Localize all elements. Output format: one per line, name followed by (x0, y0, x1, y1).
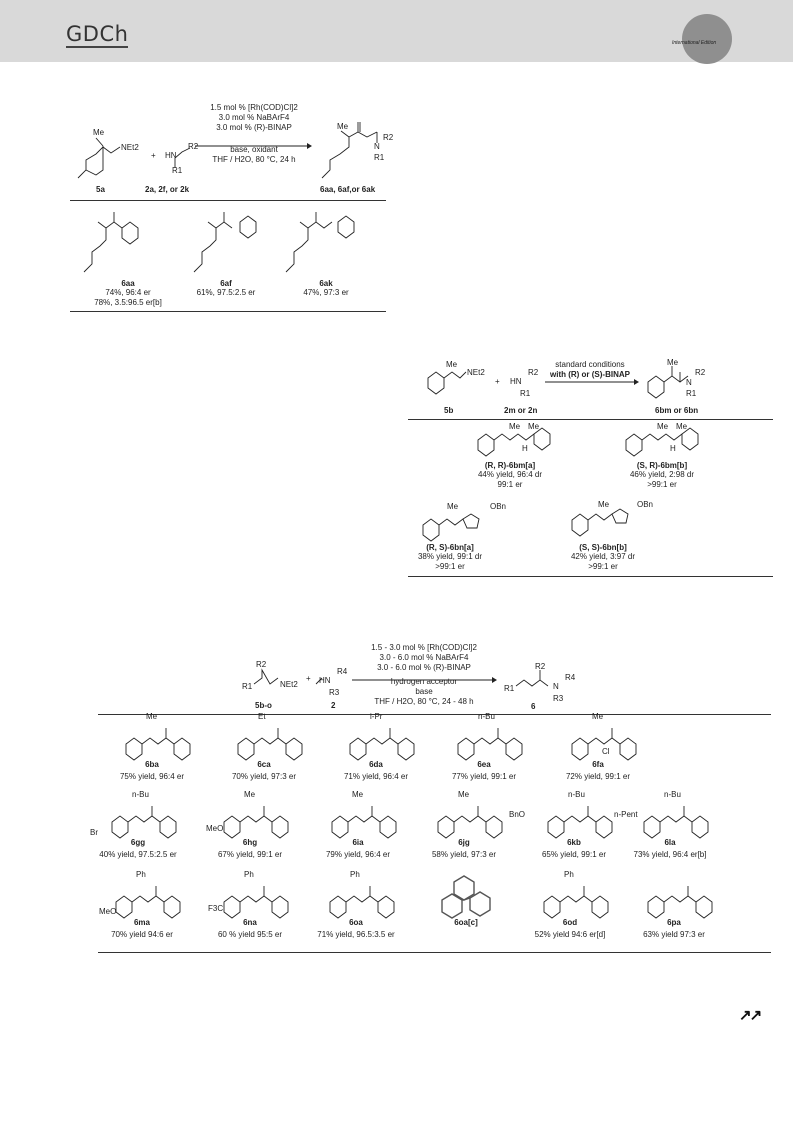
next-page-icon[interactable]: ↗↗ (739, 1007, 761, 1024)
meo-label: MeO (206, 824, 224, 833)
yield-text: 52% yield 94:6 er[d] (534, 930, 606, 939)
yield-text: 70% yield 94:6 er (111, 930, 173, 939)
h-label: H (670, 444, 676, 453)
condition-line: hydrogen acceptor (390, 677, 458, 686)
compound-label: 6af (220, 279, 232, 288)
me-label: Me (446, 360, 458, 369)
yield-text: 79% yield, 96:4 er (325, 850, 391, 859)
r1-label: R1 (172, 166, 183, 175)
hn-label: HN (319, 676, 331, 685)
structure-sketch (326, 792, 396, 842)
compound-label: 6da (369, 760, 383, 769)
me-label: Me (509, 422, 521, 431)
condition-line: 1.5 - 3.0 mol % [Rh(COD)Cl]2 (371, 643, 477, 652)
compound-label: 6jg (458, 838, 470, 847)
yield-text: 99:1 er (497, 480, 523, 489)
bno-label: BnO (509, 810, 526, 819)
product-label: 6bm or 6bn (655, 406, 699, 415)
condition-line: THF / H2O, 80 °C, 24 h (212, 155, 296, 164)
edition-label: International Edition (672, 40, 717, 46)
structure-sketch (218, 792, 288, 842)
compound-label: (S, S)-6bn[b] (579, 543, 627, 552)
h-label: H (522, 444, 528, 453)
yield-text: >99:1 er (435, 562, 465, 571)
r4-label: R4 (565, 673, 576, 682)
yield-text: 75% yield, 96:4 er (119, 772, 185, 781)
yield-text: >99:1 er (647, 480, 677, 489)
substituent-label: n-Bu (478, 712, 495, 721)
structure-sketch (542, 792, 612, 842)
r4-label: R4 (337, 667, 348, 676)
product-label: 6aa, 6af,or 6ak (320, 185, 376, 194)
yield-text: 60 % yield 95:5 er (217, 930, 283, 939)
obn-label: OBn (490, 502, 507, 511)
cl-label: Cl (602, 747, 610, 756)
compound-label: 5b-o (255, 701, 272, 710)
net2-label: NEt2 (121, 143, 139, 152)
condition-line: 3.0 - 6.0 mol % (R)-BINAP (377, 663, 471, 672)
structure-sketch (106, 792, 176, 842)
structure-sketch (566, 714, 636, 764)
r1-label: R1 (520, 389, 531, 398)
plus-sign: + (151, 151, 156, 160)
yield-text: 77% yield, 99:1 er (451, 772, 517, 781)
structure-sketch (218, 872, 288, 922)
r3-label: R3 (329, 688, 340, 697)
n-label: N (553, 682, 559, 691)
compound-label: 6ca (257, 760, 271, 769)
yield-text: 71% yield, 96.5:3.5 er (317, 930, 395, 939)
amine-ids: 2a, 2f, or 2k (145, 185, 190, 194)
substituent-label: Me (592, 712, 604, 721)
hn-label: HN (165, 151, 177, 160)
substituent-label: Ph (350, 870, 360, 879)
f3c-label: F3C (208, 904, 224, 913)
condition-line: base, oxidant (230, 145, 278, 154)
n-label: N (374, 142, 380, 151)
amine-label: 2m or 2n (504, 406, 538, 415)
compound-label: (S, R)-6bm[b] (636, 461, 688, 470)
me-label: Me (447, 502, 459, 511)
compound-label: 6pa (667, 918, 681, 927)
r2-label: R2 (535, 662, 546, 671)
structure-sketch (324, 872, 394, 922)
me-label: Me (598, 500, 610, 509)
r2-label: R2 (188, 142, 199, 151)
compound-label: 6aa (121, 279, 135, 288)
condition-line: standard conditions (555, 360, 625, 369)
plus-sign: + (495, 377, 500, 386)
yield-text: 72% yield, 99:1 er (565, 772, 631, 781)
yield-text: 65% yield, 99:1 er (541, 850, 607, 859)
condition-line: 3.0 mol % (R)-BINAP (216, 123, 292, 132)
compound-label: 6na (243, 918, 257, 927)
compound-label: 6ak (319, 279, 333, 288)
me-label: Me (657, 422, 669, 431)
structure-sketch (434, 872, 504, 922)
compound-label: 5a (96, 185, 105, 194)
structure-sketch (110, 872, 180, 922)
me-label: Me (93, 128, 105, 137)
r2-label: R2 (528, 368, 539, 377)
condition-line: 3.0 - 6.0 mol % NaBArF4 (379, 653, 469, 662)
condition-line: base (415, 687, 433, 696)
yield-text: 70% yield, 97:3 er (231, 772, 297, 781)
yield-text: 47%, 97:3 er (303, 288, 349, 297)
substituent-label: i-Pr (370, 712, 383, 721)
structure-sketch (344, 714, 414, 764)
substituent-label: Me (458, 790, 470, 799)
plus-sign: + (306, 674, 311, 683)
obn-label: OBn (637, 500, 654, 509)
r1-label: R1 (504, 684, 515, 693)
yield-text: 73% yield, 96:4 er[b] (633, 850, 707, 859)
substituent-label: n-Bu (132, 790, 149, 799)
condition-line: with (R) or (S)-BINAP (550, 370, 630, 379)
amine-label: 2 (331, 701, 336, 710)
condition-line: 3.0 mol % NaBArF4 (218, 113, 290, 122)
structure-sketch (538, 872, 608, 922)
yield-text: 58% yield, 97:3 er (431, 850, 497, 859)
compound-label: 6od (562, 918, 578, 927)
yield-text: 74%, 96:4 er (105, 288, 151, 297)
structure-sketch (120, 714, 190, 764)
structure-sketch (642, 872, 712, 922)
n-label: N (686, 378, 692, 387)
substituent-label: n-Bu (568, 790, 585, 799)
product-label: 6 (531, 702, 536, 711)
compound-label: (R, S)-6bn[a] (426, 543, 474, 552)
compound-label: 6ia (352, 838, 364, 847)
compound-label: 6ea (477, 760, 491, 769)
r2-label: R2 (256, 660, 267, 669)
structure-sketch (432, 792, 502, 842)
br-label: Br (90, 828, 98, 837)
yield-text: 40% yield, 97.5:2.5 er (99, 850, 177, 859)
r2-label: R2 (383, 133, 394, 142)
compound-label: 6la (664, 838, 676, 847)
structure-sketch (232, 714, 302, 764)
substituent-label: Ph (564, 870, 574, 879)
compound-label: 6gg (130, 838, 146, 847)
meo-label: MeO (99, 907, 117, 916)
yield-text: 42% yield, 3:97 dr (570, 552, 636, 561)
me-label: Me (337, 122, 349, 131)
substituent-label: Me (244, 790, 256, 799)
hn-label: HN (510, 377, 522, 386)
r1-label: R1 (242, 682, 253, 691)
npent-label: n-Pent (614, 810, 638, 819)
yield-text: 38% yield, 99:1 dr (417, 552, 483, 561)
r3-label: R3 (553, 694, 564, 703)
me-label: Me (528, 422, 540, 431)
compound-label: 6ma (133, 918, 150, 927)
compound-label: (R, R)-6bm[a] (484, 461, 536, 470)
substituent-label: Ph (244, 870, 254, 879)
condition-line: THF / H2O, 80 °C, 24 - 48 h (374, 697, 474, 706)
substituent-label: Et (258, 712, 266, 721)
yield-text: 71% yield, 96:4 er (343, 772, 409, 781)
compound-label: 6oa (349, 918, 363, 927)
condition-line: 1.5 mol % [Rh(COD)Cl]2 (210, 103, 298, 112)
yield-text: 44% yield, 96:4 dr (477, 470, 543, 479)
me-label: Me (676, 422, 688, 431)
r1-label: R1 (686, 389, 697, 398)
me-label: Me (667, 358, 679, 367)
yield-text: 61%, 97.5:2.5 er (196, 288, 256, 297)
gdch-logo: GDCh (66, 22, 129, 46)
r1-label: R1 (374, 153, 385, 162)
r2-label: R2 (695, 368, 706, 377)
structure-sketch (452, 714, 522, 764)
substituent-label: Ph (136, 870, 146, 879)
compound-label: 6kb (567, 838, 581, 847)
yield-text: 78%, 3.5:96.5 er[b] (94, 298, 162, 307)
substituent-label: Me (146, 712, 158, 721)
substituent-label: n-Bu (664, 790, 681, 799)
compound-label: 6oa[c] (454, 918, 478, 927)
yield-text: 67% yield, 99:1 er (217, 850, 283, 859)
net2-label: NEt2 (467, 368, 485, 377)
compound-label: 5b (444, 406, 454, 415)
structure-sketch (638, 792, 708, 842)
compound-label: 6fa (592, 760, 604, 769)
compound-label: 6ba (145, 760, 159, 769)
net2-label: NEt2 (280, 680, 298, 689)
substituent-label: Me (352, 790, 364, 799)
yield-text: 46% yield, 2:98 dr (629, 470, 695, 479)
yield-text: 63% yield 97:3 er (643, 930, 705, 939)
compound-label: 6hg (242, 838, 258, 847)
yield-text: >99:1 er (588, 562, 618, 571)
